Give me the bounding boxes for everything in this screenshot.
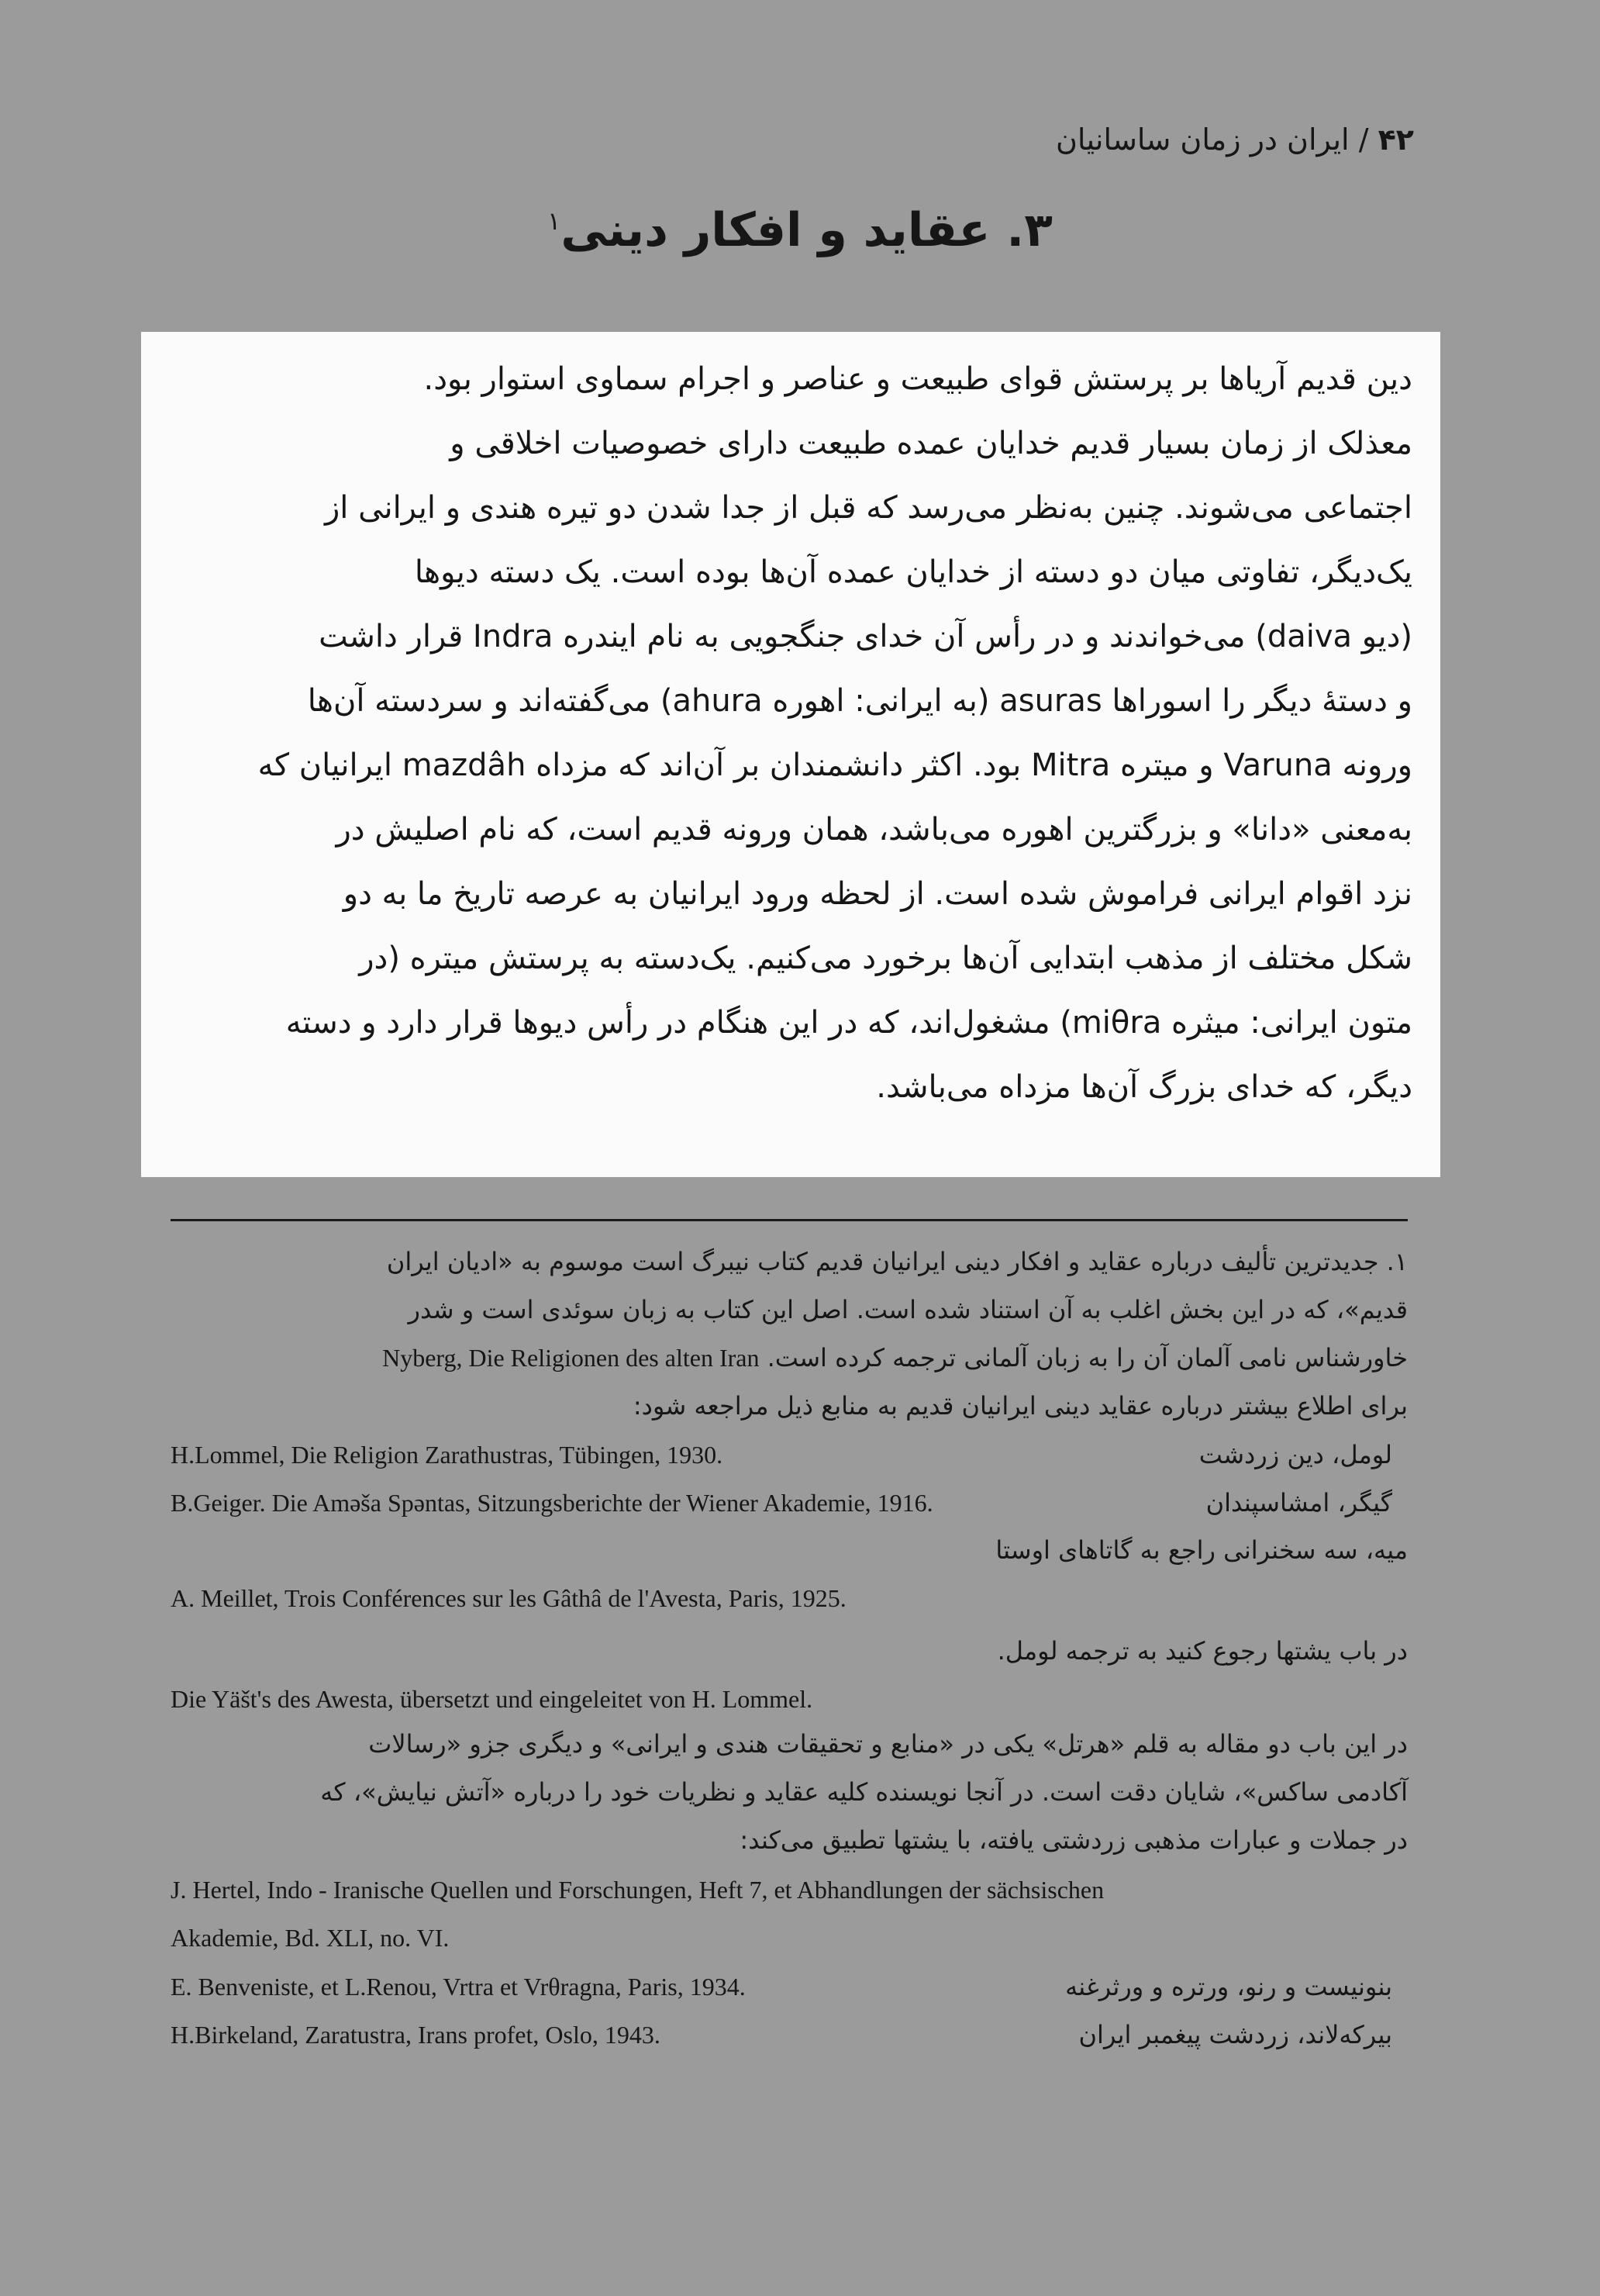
paragraph-line: معذلک از زمان بسیار قدیم خدایان عمده طبیعت دارای خصوصیات اخلاقی و [450, 426, 1412, 461]
citation-text: Die Yäšt's des Awesta, übersetzt und eingeleitet von H. Lommel. [171, 1685, 813, 1713]
footnote-line: آکادمی ساکس»، شایان دقت است. در آنجا نویسنده کلیه عقاید و نظریات خود را درباره «آتش نیایش»، که [320, 1777, 1408, 1807]
paragraph-line: ورونه Varuna و میتره Mitra بود. اکثر دانشمندان بر آن‌اند که مزداه mazdâh ایرانیان که [257, 747, 1412, 783]
section-heading [0, 203, 1600, 257]
citation-translation: بیرکه‌لاند، زردشت پیغمبر ایران [1078, 2020, 1392, 2049]
footnote-line: قدیم»، که در این بخش اغلب به آن استناد شده است. اصل این کتاب به زبان سوئدی است و شدر [408, 1295, 1408, 1324]
reference-lommel [171, 1431, 1408, 1478]
citation-text: Nyberg, Die Religionen des alten Iran [382, 1344, 760, 1372]
citation-translation: لومل، دین زردشت [1198, 1440, 1392, 1469]
reference-birkeland [171, 2011, 1408, 2058]
paragraph-line: دین قدیم آریاها بر پرستش قوای طبیعت و عناصر و اجرام سماوی استوار بود. [423, 361, 1412, 397]
citation-text: A. Meillet, Trois Conférences sur les Gâthâ de l'Avesta, Paris, 1925. [171, 1584, 847, 1612]
page-number: ۴۲ [1378, 123, 1414, 157]
footnote-line: در این باب دو مقاله به قلم «هرتل» یکی در «منابع و تحقیقات هندی و ایرانی» و دیگری جزو «رسالات [368, 1729, 1408, 1759]
highlighted-paragraph [141, 332, 1440, 1177]
paragraph-line: به‌معنی «دانا» و بزرگترین اهوره می‌باشد، همان ورونه قدیم است، که نام اصلیش در [336, 812, 1412, 848]
citation-translation: گیگر، امشاسپندان [1205, 1488, 1392, 1517]
section-heading-text: ۳. عقاید و افکار دینی [560, 203, 1053, 257]
footnote-line: ۱. جدیدترین تألیف درباره عقاید و افکار دینی ایرانیان قدیم کتاب نیبرگ است موسوم به «ادیان ایران [386, 1247, 1408, 1276]
book-title: ایران در زمان ساسانیان [1055, 123, 1350, 157]
reference-geiger [171, 1479, 1408, 1526]
citation-text: H.Birkeland, Zaratustra, Irans profet, Oslo, 1943. [171, 2021, 660, 2049]
footnote-line: برای اطلاع بیشتر درباره عقاید دینی ایرانیان قدیم به منابع ذیل مراجعه شود: [633, 1391, 1408, 1421]
footnote-line-mixed [171, 1335, 1408, 1380]
citation-text: E. Benveniste, et L.Renou, Vrtra et Vrθragna, Paris, 1934. [171, 1973, 746, 2001]
citation-text: Akademie, Bd. XLI, no. VI. [171, 1924, 450, 1952]
header-separator: / [1358, 123, 1369, 157]
paragraph-line: اجتماعی می‌شوند. چنین به‌نظر می‌رسد که قبل از جدا شدن دو تیره هندی و ایرانی از [324, 490, 1412, 526]
paragraph-line: و دستهٔ دیگر را اسوراها asuras (به ایرانی: اهوره ahura) می‌گفته‌اند و سردسته آن‌ها [307, 683, 1412, 719]
citation-text: J. Hertel, Indo - Iranische Quellen und Forschungen, Heft 7, et Abhandlungen der sächsischen [171, 1876, 1105, 1904]
citation-translation: بنونیست و رنو، ورتره و ورثرغنه [1065, 1972, 1392, 2001]
running-header [1056, 123, 1414, 157]
paragraph-line: یک‌دیگر، تفاوتی میان دو دسته از خدایان عمده آن‌ها بوده است. یک دسته دیوها [414, 554, 1412, 590]
paragraph-line: متون ایرانی: میثره miθra) مشغول‌اند، که در این هنگام در رأس دیوها قرار دارد و دسته [285, 1005, 1412, 1041]
citation-translation: میه، سه سخنرانی راجع به گاتاهای اوستا [995, 1535, 1408, 1565]
footnote-text: خاورشناس نامی آلمان آن را به زبان آلمانی ترجمه کرده است. [767, 1343, 1408, 1372]
paragraph-line: (دیو daiva) می‌خواندند و در رأس آن خدای جنگجویی به نام ایندره Indra قرار داشت [319, 619, 1412, 654]
citation-text: B.Geiger. Die Amәša Spәntas, Sitzungsberichte der Wiener Akademie, 1916. [171, 1489, 933, 1517]
footnote-divider [171, 1219, 1408, 1221]
paragraph-line: نزد اقوام ایرانی فراموش شده است. از لحظه ورود ایرانیان به عرصه تاریخ ما به دو [343, 876, 1412, 912]
footnotes [171, 1239, 1408, 2216]
citation-text: H.Lommel, Die Religion Zarathustras, Tübingen, 1930. [171, 1441, 723, 1469]
paragraph-line: شکل مختلف از مذهب ابتدایی آن‌ها برخورد می‌کنیم. یک‌دسته به پرستش میتره (در [359, 941, 1412, 976]
footnote-line: در جملات و عبارات مذهبی زردشتی یافته، با یشتها تطبیق می‌کند: [740, 1825, 1408, 1855]
paragraph-line: دیگر، که خدای بزرگ آن‌ها مزداه می‌باشد. [876, 1069, 1412, 1105]
footnote-reference: ۱ [547, 206, 561, 236]
footnote-line: در باب یشتها رجوع کنید به ترجمه لومل. [997, 1636, 1408, 1666]
reference-benveniste [171, 1963, 1408, 2010]
